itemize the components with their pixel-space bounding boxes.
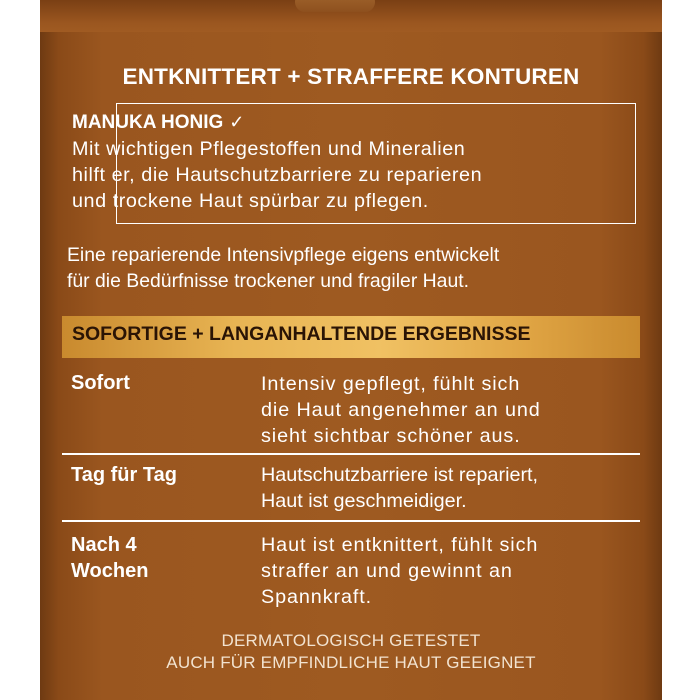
row-label-nach-4-wochen <box>71 532 148 584</box>
packaging-panel <box>40 0 662 700</box>
row-text-line: sieht sichtbar schöner aus. <box>261 425 521 447</box>
row-text-line: die Haut angenehmer an und <box>261 399 541 421</box>
intro-line: für die Bedürfnisse trockener und fragiler Haut. <box>67 270 470 292</box>
row-label-line: Sofort <box>71 372 130 394</box>
ingredient-line: und trockene Haut spürbar zu pflegen. <box>72 190 429 212</box>
ingredient-line: Mit wichtigen Pflegestoffen und Mineralien <box>72 138 466 160</box>
checkmark-icon: ✓ <box>229 112 245 132</box>
ingredient-description <box>72 136 642 214</box>
row-label-line: Wochen <box>71 560 149 582</box>
headline: ENTKNITTERT + STRAFFERE KONTUREN <box>122 64 580 89</box>
row-label-line: Nach 4 <box>71 534 137 556</box>
row-label-tag-fuer-tag <box>71 462 177 488</box>
row-text-line: Hautschutzbarriere ist repariert, <box>261 464 539 486</box>
footer-line: AUCH FÜR EMPFINDLICHE HAUT GEEIGNET <box>166 653 536 672</box>
row-text-line: Intensiv gepflegt, fühlt sich <box>261 373 521 395</box>
box-top-flap <box>40 0 662 32</box>
row-divider <box>62 520 640 522</box>
row-text-line: Spannkraft. <box>261 586 373 608</box>
ingredient-line: hilft er, die Hautschutzbarriere zu reparieren <box>72 164 483 186</box>
row-text-line: Haut ist geschmeidiger. <box>261 490 467 512</box>
intro-text <box>67 242 647 294</box>
results-heading: SOFORTIGE + LANGANHALTENDE ERGEBNISSE <box>72 323 531 345</box>
row-text-nach-4-wochen <box>261 532 538 610</box>
footer-claims <box>40 630 662 674</box>
row-label-sofort <box>71 370 130 396</box>
row-divider <box>62 453 640 455</box>
row-text-sofort <box>261 371 541 449</box>
row-text-tag-fuer-tag <box>261 462 538 514</box>
row-label-line: Tag für Tag <box>71 464 177 486</box>
row-text-line: straffer an und gewinnt an <box>261 560 513 582</box>
ingredient-title <box>72 112 244 134</box>
ingredient-name: MANUKA HONIG <box>72 112 224 133</box>
row-text-line: Haut ist entknittert, fühlt sich <box>261 534 539 556</box>
brand-logo-strip <box>295 0 375 12</box>
footer-line: DERMATOLOGISCH GETESTET <box>221 631 481 650</box>
intro-line: Eine reparierende Intensivpflege eigens entwickelt <box>67 244 500 266</box>
